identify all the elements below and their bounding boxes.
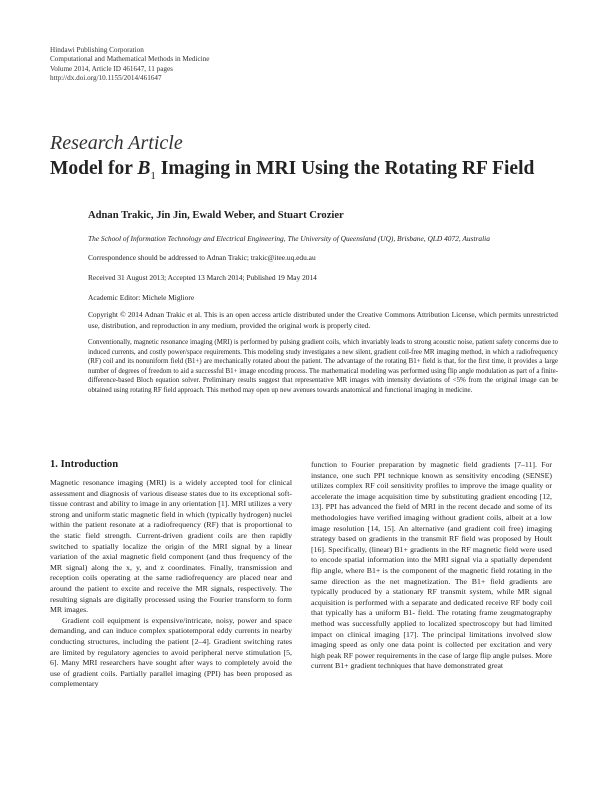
body-column-right bbox=[311, 460, 552, 672]
abstract-text: Conventionally, magnetic resonance imaging (MRI) is performed by pulsing gradient coils, which invariably leads to strong acoustic noise, patient safety concerns due to induced currents, and costly power/space requirements. This modeling study investigates a new silent, gradient coil-free MR imaging method, in which a radiofrequency (RF) coil and its nonuniform field (B1+) are mechanically rotated about the patient. The advantage of the rotating B1+ field is that, for the first time, it provides a large number of degrees of freedom to aid a successful B1+ image encoding process. The mathematical modeling was performed using flip angle modulation as part of a finite-difference-based Bloch equation solver. Preliminary results suggest that representative MR images with intensity deviations of <5% from the original image can be obtained using rotating RF field approach. This method may open up new avenues towards anatomical and functional imaging in medicine. bbox=[88, 339, 558, 394]
title-suffix: Imaging in MRI Using the Rotating RF Field bbox=[155, 158, 535, 179]
intro-paragraph-3: function to Fourier preparation by magnetic field gradients [7–11]. For instance, one such PPI technique known as sensitivity encoding (SENSE) utilizes complex RF coil sensitivity profiles to improve the image quality or accelerate the image acquisition time by substituting gradient encoding [12, 13]. PPI has advanced the field of MRI in the recent decade and some of its methodologies have verified imaging without gradient coils, albeit at a low image resolution [14, 15]. An alternative (and gradient coil free) imaging strategy based on gradients in the transmit RF field was proposed by Hoult [16]. Specifically, (linear) B1+ gradients in the RF magnetic field were used to encode spatial information into the MRI signal via a spatially dependent flip angle, where B1+ is the component of the magnetic field rotating in the same direction as the net magnetization. The B1+ field gradients are typically produced by a stationary RF transmit system, while MR signal acquisition is performed with a separate and dedicated receive RF body coil that typically has a uniform B1- field. The rotating frame zeugmatography method was successfully applied to localized spectroscopy but had limited impact on clinical imaging [17]. The principal limitations involved slow imaging speed as only one data point is collected per excitation and very high peak RF power requirements in the case of large flip angle pulses. More current B1+ gradient techniques that have demonstrated great bbox=[311, 460, 552, 671]
correspondence: Correspondence should be addressed to Adnan Trakic; trakic@itee.uq.edu.au bbox=[88, 253, 316, 262]
affiliation: The School of Information Technology and Electrical Engineering, The University of Queensland (UQ), Brisbane, QLD 4072, Australia bbox=[88, 234, 490, 243]
doi-link[interactable]: http://dx.doi.org/10.1155/2014/461647 bbox=[50, 74, 162, 83]
journal-header bbox=[50, 46, 210, 84]
intro-paragraph-1: Magnetic resonance imaging (MRI) is a widely accepted tool for clinical assessment and diagnosis of various disease states due to its exceptional soft-tissue contrast and ability to image in any orientation [1]. MRI utilizes a very strong and uniform static magnetic field in which (typically hydrogen) nuclei within the patient resonate at a radiofrequency (RF) that is proportional to the static field strength. Current-driven gradient coils are then rapidly switched to spatially localize the origin of the MRI signal by a linear variation of the axial magnetic field component (and thus frequency of the MR signal) along the x, y, and z coordinates. Finally, transmission and reception coils operating at the same radiofrequency are placed near and around the patient to excite and receive the MR signals, respectively. The resulting signals are digitally processed using the Fourier transform to form MR images. bbox=[50, 478, 292, 615]
paper-title bbox=[50, 158, 534, 182]
title-symbol: B bbox=[137, 158, 151, 179]
body-column-left bbox=[50, 478, 292, 690]
publisher-line: Hindawi Publishing Corporation bbox=[50, 46, 144, 54]
article-type: Research Article bbox=[50, 132, 183, 154]
title-subscript: 1 bbox=[150, 169, 156, 182]
publication-dates: Received 31 August 2013; Accepted 13 March 2014; Published 19 May 2014 bbox=[88, 273, 317, 282]
section-heading: 1. Introduction bbox=[50, 459, 119, 470]
journal-line: Computational and Mathematical Methods in Medicine bbox=[50, 55, 210, 64]
intro-paragraph-2: Gradient coil equipment is expensive/intricate, noisy, power and space demanding, and can induce complex spatiotemporal eddy currents in nearby conducting structures, including the patient [2–4]. Gradient switching rates are limited by regulatory agencies to avoid peripheral nerve stimulation [5, 6]. Many MRI researchers have sought after ways to completely avoid the use of gradient coils. Partially parallel imaging (PPI) has been proposed as complementary bbox=[50, 615, 292, 689]
title-prefix: Model for bbox=[50, 158, 138, 179]
copyright-text: Copyright © 2014 Adnan Trakic et al. This is an open access article distributed under the Creative Commons Attribution License, which permits unrestricted use, distribution, and reproduction in any medium, provided the original work is properly cited. bbox=[88, 310, 558, 330]
author-list: Adnan Trakic, Jin Jin, Ewald Weber, and Stuart Crozier bbox=[88, 210, 344, 221]
volume-line: Volume 2014, Article ID 461647, 11 pages bbox=[50, 64, 173, 73]
academic-editor: Academic Editor: Michele Migliore bbox=[88, 293, 195, 302]
abstract bbox=[88, 338, 558, 395]
copyright-notice bbox=[88, 310, 558, 331]
